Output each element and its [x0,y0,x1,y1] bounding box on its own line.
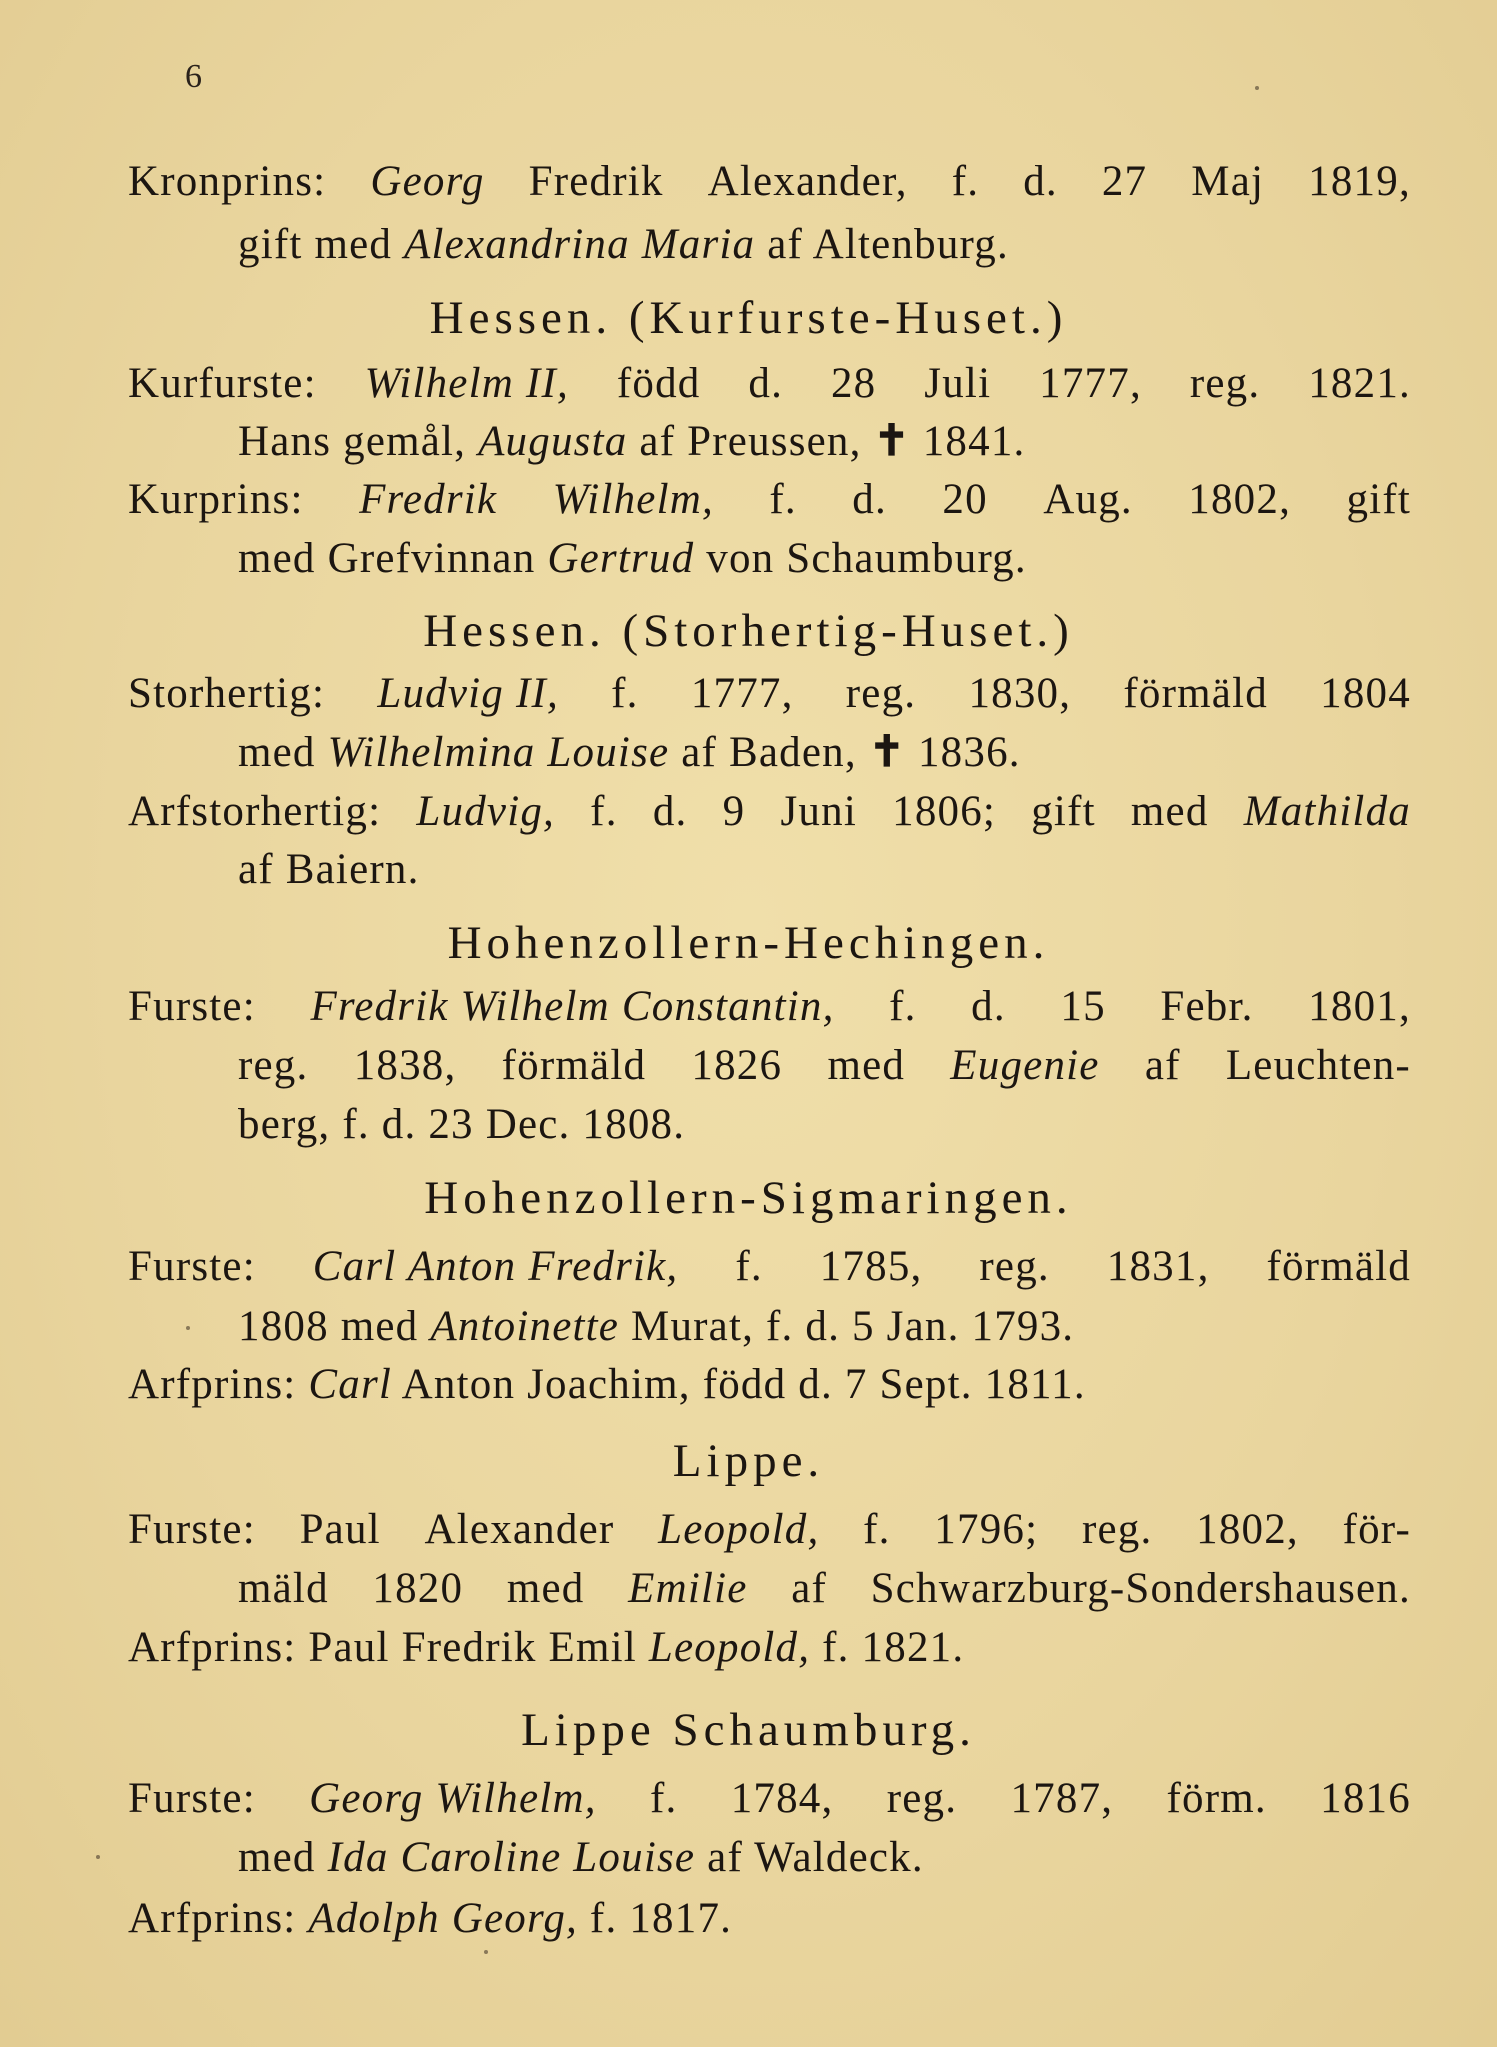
lippe-line-3 [128,1626,964,1669]
text-run: 1821. [1308,360,1411,407]
text-run: f. [889,983,917,1030]
name-run: Leopold, [658,1506,820,1553]
text-run: 1831, [1106,1243,1210,1290]
text-run: 1802, [1188,476,1292,523]
hessen-kurfurste-line-1 [128,362,1411,405]
text-run: d. [971,983,1006,1030]
name-run: Wilhelmina Louise [327,729,670,776]
name-run: Georg Wilhelm, [309,1775,597,1822]
text-run: Furste: [128,1506,256,1553]
text-run: 27 [1101,158,1148,205]
text-run: von Schaumburg. [694,535,1027,582]
text-run: född [616,360,701,407]
text-run: 1816 [1320,1775,1411,1822]
paper-speck [1255,86,1259,90]
text-run: Fredrik [528,158,664,205]
text-run: förmäld [501,1042,647,1089]
text-run: Paul [299,1506,381,1553]
hessen-kurfurste-line-3 [128,478,1411,521]
text-run: f. 1821. [810,1624,965,1671]
schaumburg-line-3 [128,1897,732,1940]
name-run: Ludvig II, [377,670,559,717]
text-run: Furste: [128,983,256,1030]
name-run: Carl [308,1361,393,1408]
text-run: f. [590,788,618,835]
text-run: med [1130,788,1209,835]
text-run: gift [1346,476,1411,523]
text-run: 28 [830,360,877,407]
text-run: reg. [1081,1506,1153,1553]
text-run: Murat, f. d. 5 Jan. 1793. [619,1303,1075,1350]
name-run: Augusta [478,418,628,465]
text-run: 15 [1060,983,1106,1030]
text-run: Febr. [1160,983,1254,1030]
text-run: d. [748,360,784,407]
name-run: Gertrud [547,535,695,582]
text-run: 1820 [372,1565,464,1612]
schaumburg-line-1 [128,1777,1411,1820]
text-run: d. [852,476,887,523]
text-run: Schwarzburg-Sondershausen. [870,1565,1411,1612]
text-run: gift med [238,221,405,268]
hechingen-line-2 [238,1044,1411,1087]
kronprins-line-1 [128,160,1411,203]
text-run: 1819, [1308,158,1411,205]
death-cross-icon: ✝ [868,729,907,776]
text-run: 1841. [910,418,1026,465]
section-heading-hohenzollern-hechingen: Hohenzollern-Hechingen. [447,917,1050,969]
text-run: berg, f. d. 23 Dec. 1808. [238,1101,686,1148]
name-run: Fredrik [359,476,498,523]
text-run: för- [1342,1506,1411,1553]
text-run: gift [1031,788,1096,835]
text-run: Juli [924,360,992,407]
text-run: Aug. [1043,476,1133,523]
text-run: Kurprins: [128,476,304,523]
text-run: reg. [1189,360,1261,407]
kronprins-line-2 [238,223,1009,266]
text-run: Hans gemål, [238,418,479,465]
name-run: Antoinette [430,1303,620,1350]
text-run: Leuchten- [1225,1042,1411,1089]
text-run: 1826 [691,1042,783,1089]
name-run: Leopold, [648,1624,811,1671]
text-run: f. [649,1775,678,1822]
text-run: af Preussen, [627,418,874,465]
text-run: med Grefvinnan [238,535,548,582]
schaumburg-line-2 [238,1836,924,1879]
name-run: Ida Caroline Louise [327,1834,696,1881]
hessen-storhertig-line-4 [238,848,420,891]
text-run: 1785, [819,1243,923,1290]
name-run: Georg [370,158,485,205]
name-run: Ludvig, [416,788,556,835]
text-run: 1796; [934,1506,1039,1553]
text-run: af [791,1565,827,1612]
text-run: af Waldeck. [695,1834,924,1881]
text-run: 1801, [1308,983,1411,1030]
text-run: 1777, [690,670,794,717]
text-run: f. 1817. [577,1895,733,1942]
text-run: reg. [979,1243,1050,1290]
sigmaringen-line-2 [238,1305,1074,1348]
hessen-storhertig-line-1 [128,672,1411,715]
text-run: 1777, [1039,360,1142,407]
page-number: 6 [185,58,202,95]
text-run: af Baiern. [238,846,420,893]
text-run: f. [735,1243,763,1290]
text-run: d. [1023,158,1058,205]
death-cross-icon: ✝ [873,418,911,465]
lippe-line-1 [128,1508,1411,1551]
text-run: Alexander [424,1506,615,1553]
name-run: Carl Anton Fredrik, [312,1243,679,1290]
text-run: Maj [1191,158,1265,205]
text-run: reg. [845,670,917,717]
paper-speck [186,1326,190,1330]
name-run: Alexandrina Maria [404,221,756,268]
sigmaringen-line-1 [128,1245,1411,1288]
text-run: af Baden, [669,729,869,776]
text-run: 1808 med [238,1303,431,1350]
text-run: 1836. [906,729,1021,776]
name-run: Wilhelm II, [364,360,569,407]
text-run: förmäld [1266,1243,1411,1290]
text-run: f. [863,1506,891,1553]
text-run: Arfstorhertig: [128,788,382,835]
lippe-line-2 [238,1567,1411,1610]
text-run: Arfprins: [128,1895,309,1942]
text-run: reg. [886,1775,958,1822]
hechingen-line-3 [238,1103,685,1146]
text-run: Arfprins: [128,1361,309,1408]
paper-speck [484,1950,488,1954]
text-run: 1830, [968,670,1072,717]
text-run: Furste: [128,1775,256,1822]
text-run: 1804 [1320,670,1411,717]
hessen-storhertig-line-3 [128,790,1411,833]
text-run: Arfprins: Paul Fredrik Emil [128,1624,649,1671]
text-run: 9 [722,788,746,835]
text-run: f. [951,158,980,205]
text-run: med [506,1565,585,1612]
hechingen-line-1 [128,985,1411,1028]
section-heading-hohenzollern-sigmaringen: Hohenzollern-Sigmaringen. [424,1172,1073,1224]
hessen-storhertig-line-2 [238,731,1021,774]
text-run: af Altenburg. [755,221,1009,268]
text-run: Kronprins: [128,158,327,205]
hessen-kurfurste-line-2 [238,420,1025,463]
text-run: Juni [780,788,857,835]
text-run: d. [652,788,688,835]
text-run: med [238,729,328,776]
sigmaringen-line-3 [128,1363,1086,1406]
text-run: Anton Joachim, född d. 7 Sept. 1811. [392,1361,1086,1408]
text-run: 1787, [1010,1775,1114,1822]
text-run: Storhertig: [128,670,326,717]
name-run: Emilie [628,1565,748,1612]
paper-speck [96,1855,100,1859]
text-run: 1838, [353,1042,457,1089]
text-run: 20 [942,476,988,523]
text-run: reg. [238,1042,309,1089]
text-run: Kurfurste: [128,360,317,407]
text-run: Alexander, [707,158,908,205]
text-run: 1806; [892,788,997,835]
text-run: 1784, [730,1775,834,1822]
text-run: förm. [1166,1775,1267,1822]
text-run: mäld [238,1565,329,1612]
text-run: förmäld [1123,670,1268,717]
text-run: f. [611,670,639,717]
text-run: af [1144,1042,1181,1089]
section-heading-lippe-schaumburg: Lippe Schaumburg. [521,1704,976,1756]
name-run: Adolph Georg, [308,1895,578,1942]
section-heading-lippe: Lippe. [672,1435,825,1487]
name-run: Wilhelm, [552,476,714,523]
name-run: Eugenie [950,1042,1100,1089]
text-run: med [827,1042,906,1089]
name-run: Mathilda [1243,788,1411,835]
section-heading-hessen-storhertig: Hessen. (Storhertig-Huset.) [423,605,1074,657]
text-run: Furste: [128,1243,256,1290]
text-run: 1802, [1196,1506,1299,1553]
text-run: med [238,1834,328,1881]
hessen-kurfurste-line-4 [238,537,1027,580]
name-run: Fredrik Wilhelm Constantin, [310,983,835,1030]
text-run: f. [769,476,797,523]
section-heading-hessen-kurfurste: Hessen. (Kurfurste-Huset.) [429,292,1068,344]
